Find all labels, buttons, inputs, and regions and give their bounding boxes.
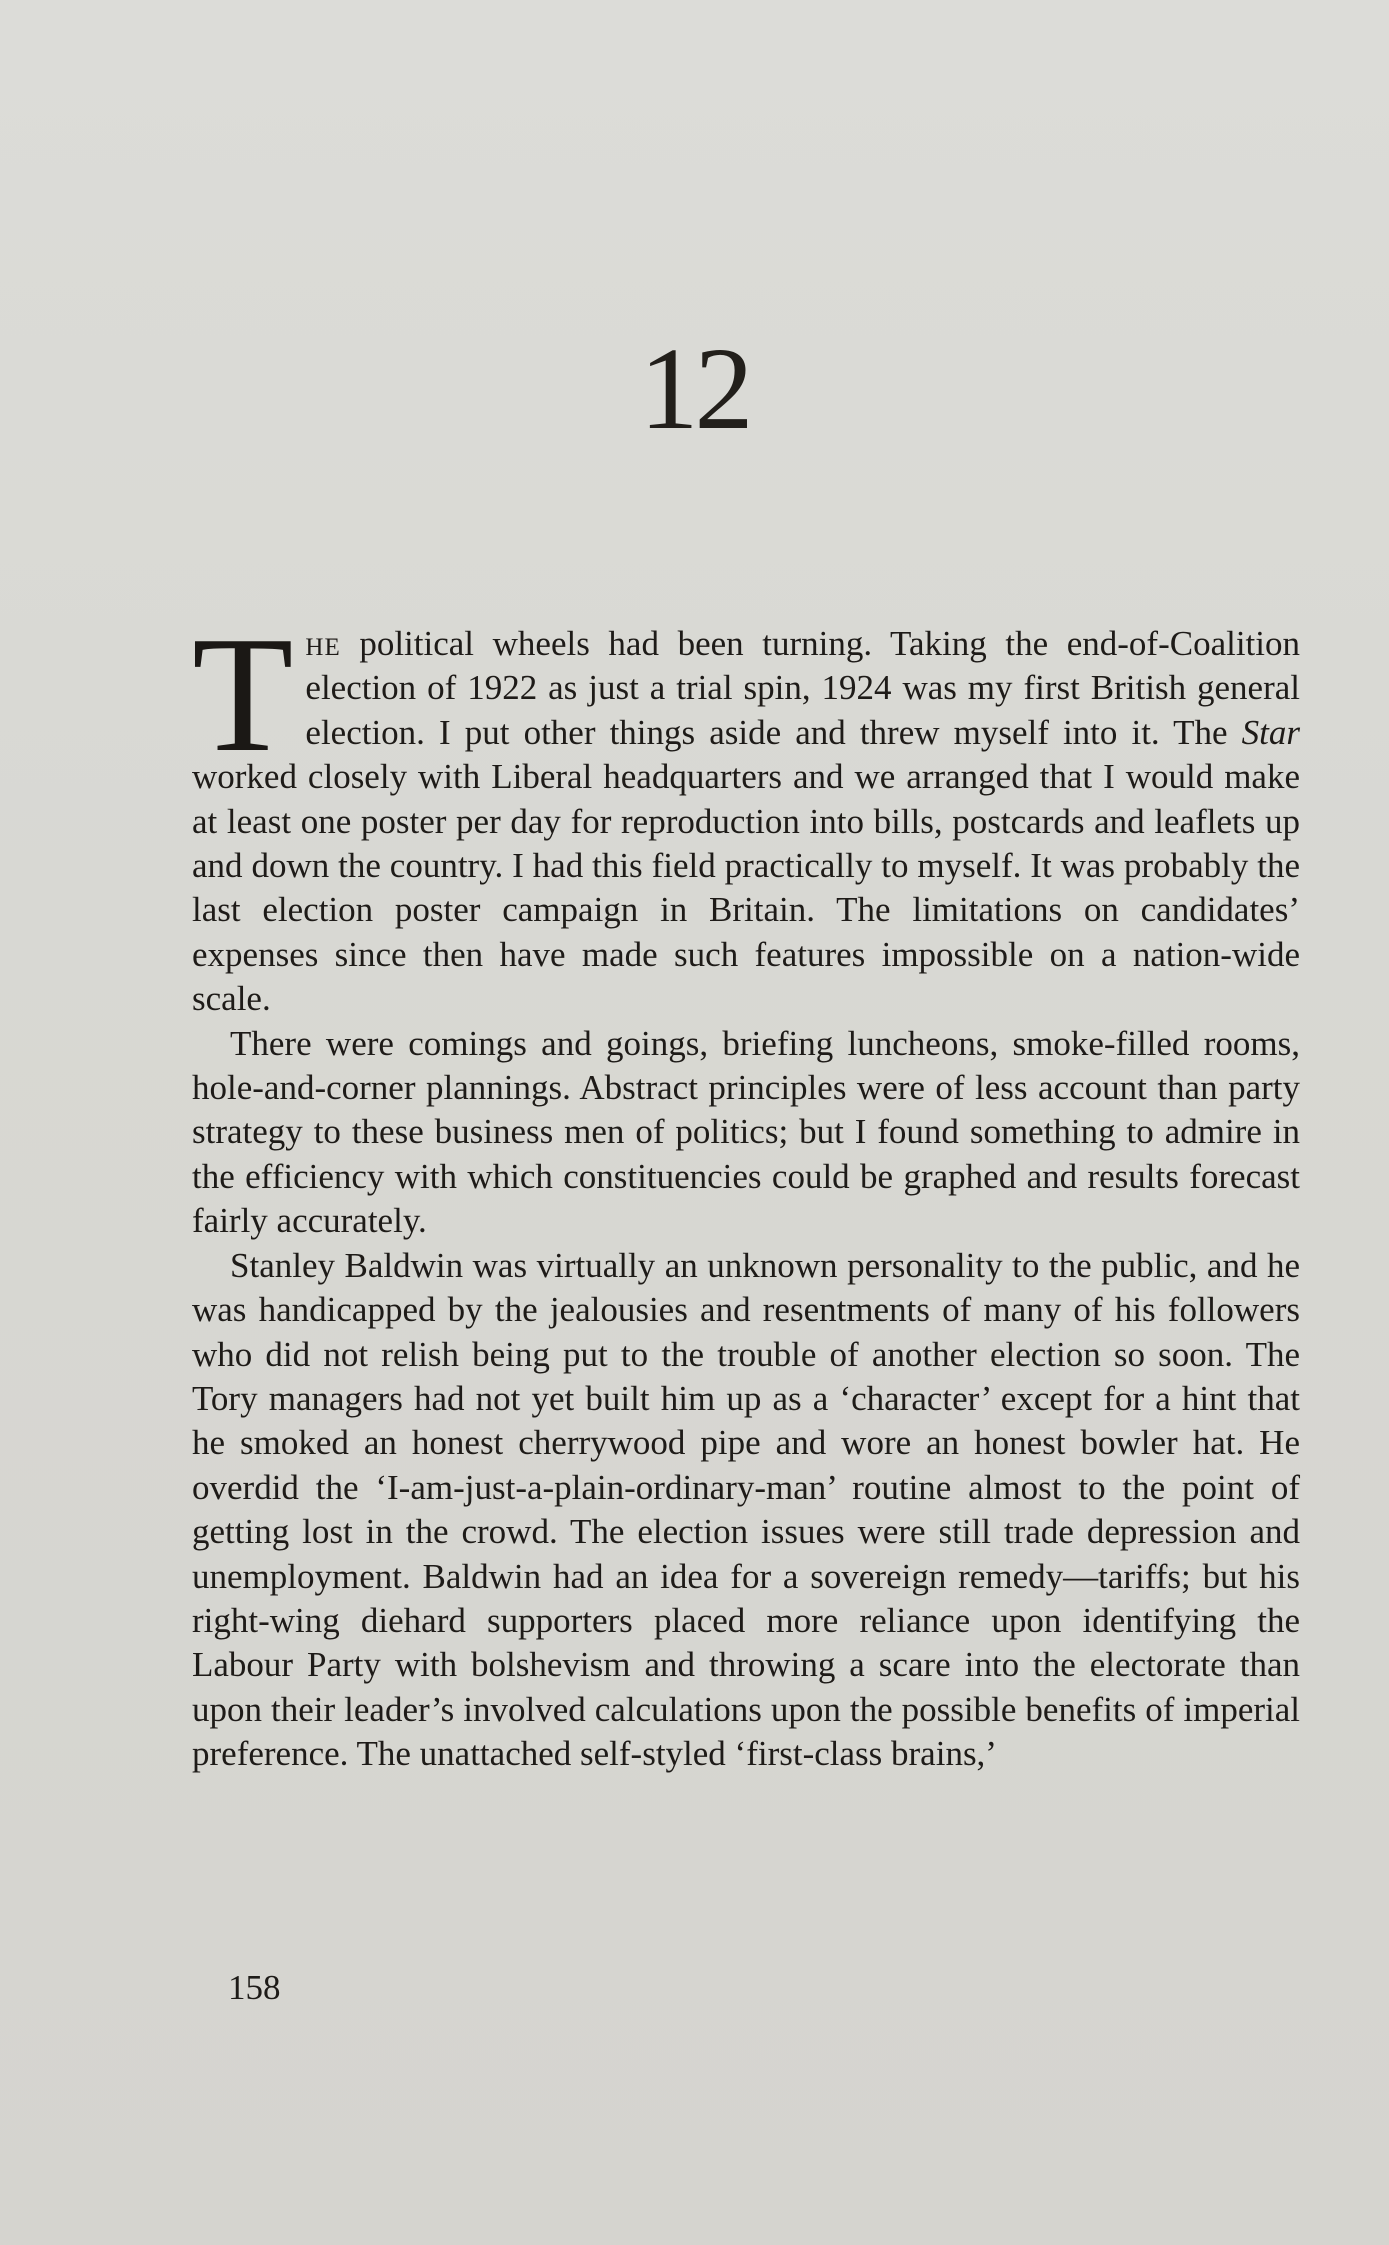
paragraph-1 [192,602,1300,1022]
paragraph-3: Stanley Baldwin was virtually an unknown personality to the public, and he was handicapped by the jealousies and resentments of many of his followers who did not relish being put to the trouble of another election so soon. The Tory managers had not yet built him up as a ‘character’ except for a hint that he smoked an honest cherrywood pipe and wore an honest bowler hat. He overdid the ‘I-am-just-a-plain-ordinary-man’ routine almost to the point of getting lost in the crowd. The election issues were still trade depression and unemployment. Baldwin had an idea for a sovereign remedy—tariffs; but his right-wing diehard supporters placed more reliance upon identifying the Labour Party with bolshevism and throwing a scare into the electorate than upon their leader’s involved calculations upon the possible benefits of imperial preference. The unattached self-styled ‘first-class brains,’ [192,1245,1300,1774]
opening-small-caps: he [305,624,341,663]
paragraph-1-text-b: worked closely with Liberal headquarters and we arranged that I would make at least one poster per day for reproduction into bills, postcards and leaflets up and down the country. I had this field practically to myself. It was probably the last election poster campaign in Britain. The limitations on candidates’ expenses since then have made such features impossible on a nation-wide scale. [192,757,1300,1019]
chapter-number: 12 [639,323,750,454]
page-number: 158 [228,1968,281,2007]
paragraph-1-text-a: political wheels had been turning. Taking the end-of-Coalition election of 1922 as just a trial spin, 1924 was my first British general election. I put other things aside and threw myself into it. The [305,624,1300,752]
paragraph-2: There were comings and goings, briefing luncheons, smoke-filled rooms, hole-and-corner plannings. Abstract principles were of less account than party strategy to these business men of politics; but I found something to admire in the efficiency with which constituencies could be graphed and results forecast fairly accurately. [192,1023,1300,1241]
drop-cap: T [192,602,294,786]
body-text [192,602,1300,1777]
newspaper-title: Star [1241,712,1300,752]
